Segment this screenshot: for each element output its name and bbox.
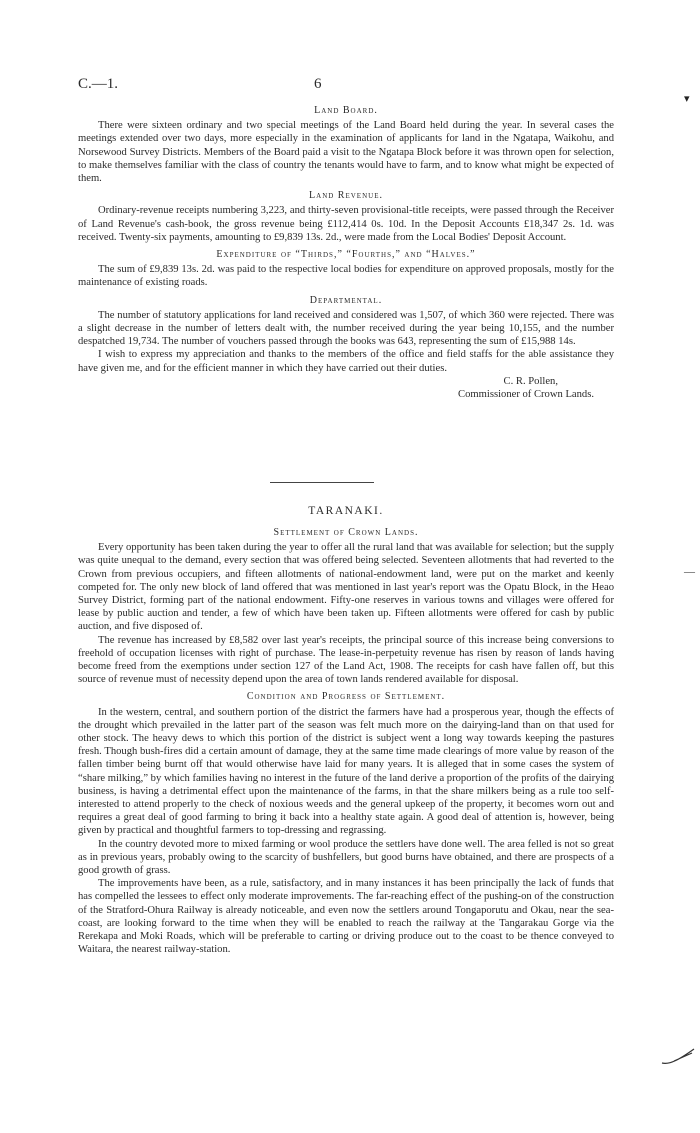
paragraph-condition-3: The improvements have been, as a rule, satisfactory, and in many instances it has been principally the lack of funds that has compelled the lessees to effect only moderate improvements. The far-reaching effect of the pushing-on of the construction of the Stratford-Ohura Railway is already noticeable, and even now the settlers around Tongaporutu and Okau, near the sea-coast, are looking forward to the time when they will be enabled to reach the railway at the Tangarakau Gorge via the Rerekapa and Moki Roads, which will be preferable to carting or driving produce out to the coast to be thence conveyed to Waitara, the nearest railway-station.	[78, 878, 614, 956]
paragraph-departmental-2: I wish to express my appreciation and thanks to the members of the office and field staffs for the able assistance they have given me, and for the efficient manner in which they have carried out their duties.	[78, 349, 614, 374]
paragraph-thirds: The sum of £9,839 13s. 2d. was paid to the respective local bodies for expenditure on approved proposals, mostly for the maintenance of existing roads.	[78, 264, 614, 289]
signature-name: C. R. Pollen,	[503, 375, 558, 387]
margin-mark-top: ▾	[684, 93, 690, 105]
paragraph-departmental-1: The number of statutory applications for land received and considered was 1,507, of which 360 were rejected. There was a slight decrease in the number of letters dealt with, the number received during the year being 10,155, and the number despatched 19,734. The number of vouchers passed through the books was 643, representing the sum of £15,988 14s.	[78, 309, 614, 348]
pencil-mark-icon	[660, 1045, 696, 1069]
heading-land-revenue: Land Revenue.	[309, 190, 383, 202]
section-divider	[270, 482, 374, 483]
heading-settlement: Settlement of Crown Lands.	[273, 527, 419, 538]
heading-land-board: Land Board.	[314, 105, 378, 116]
heading-departmental: Departmental.	[309, 294, 383, 306]
signature-title: Commissioner of Crown Lands.	[458, 389, 594, 401]
page-number: 6	[314, 76, 322, 92]
page-header	[78, 76, 618, 96]
heading-thirds: Expenditure of “Thirds,” “Fourths,” and “Halves.”	[216, 249, 476, 261]
paragraph-land-board: There were sixteen ordinary and two special meetings of the Land Board held during the year. In several cases the meetings extended over two days, more especially in the examination of applicants for land in the Ngatapa, Waikohu, and Norsewood Survey Districts. Members of the Board paid a visit to the Ngatapa Block before it was thrown open for selection, to make themselves familiar with the class of country the tenants would have to farm, and to know what might be expected of them.	[78, 120, 614, 185]
district-title: TARANAKI.	[308, 505, 384, 517]
margin-mark-middle: —	[684, 566, 695, 578]
paragraph-condition-1: In the western, central, and southern portion of the district the farmers have had a prosperous year, though the effects of the drought which prevailed in the latter part of the season was felt much more on the dairying-land than on that used for other stock. The heavy dews to which this portion of the district is subject went a long way towards keeping the pastures fresh. Though bush-fires did a certain amount of damage, they at the same time made clearings of more value by reason of the fallen timber being burnt off that would otherwise have laid for many years. It is alleged that in some cases the system of “share milking,” by which families having no interest in the future of the land derive a proportion of the profits of the dairying business, is having a detrimental effect upon the maintenance of the farms, in that the share milkers being as a rule too self-interested to attend properly to the check of noxious weeds and the general upkeep of the property, it becomes worn out and requires a great deal of good farming to bring it back into a healthy state again. A good deal of attention is, however, being given by practical and thoughtful farmers to top-dressing and regrassing.	[78, 706, 614, 837]
upper-text-block	[78, 100, 614, 401]
paragraph-settlement-1: Every opportunity has been taken during the year to offer all the rural land that was available for selection; but the supply was quite unequal to the demand, every section that was offered being selected. Seventeen allotments that had reverted to the Crown from previous occupiers, and fifteen allotments of national-endowment land, were put on the market and keenly competed for. The only new block of land offered that was mentioned in last year's report was the Opatu Block, in the Heao Survey District, forming part of the national endowment. Fifty-one reserves in various towns and villages were offered for lease by public auction and tender, a few of which have been taken up. Fifteen allotments were offered for cash by public auction, and five disposed of.	[78, 542, 614, 633]
heading-condition: Condition and Progress of Settlement.	[246, 691, 446, 703]
lower-text-block	[78, 522, 614, 957]
document-reference: C.—1.	[78, 76, 119, 92]
paragraph-land-revenue: Ordinary-revenue receipts numbering 3,223, and thirty-seven provisional-title receipts, were passed through the Receiver of Land Revenue's cash-book, the gross revenue being £112,414 0s. 10d. In the Deposit Accounts £18,347 2s. 1d. was received. Twenty-six payments, amounting to £9,839 13s. 2d., were made from the Local Bodies' Deposit Account.	[78, 205, 614, 243]
paragraph-settlement-2: The revenue has increased by £8,582 over last year's receipts, the principal source of this increase being conversions to freehold of occupation licenses with right of purchase. The lease-in-perpetuity revenue has risen by reason of lands having become freed from the exemptions under section 127 of the Land Act, 1908. The receipts for cash have fallen off, but this source of revenue must of necessity depend upon the area of town lands rendered available for disposal.	[78, 634, 614, 686]
paragraph-condition-2: In the country devoted more to mixed farming or wool produce the settlers have done well. The area felled is not so great as in previous years, probably owing to the scarcity of bushfellers, but good burns have obtained, and there are prospects of a good growth of grass.	[78, 838, 614, 877]
